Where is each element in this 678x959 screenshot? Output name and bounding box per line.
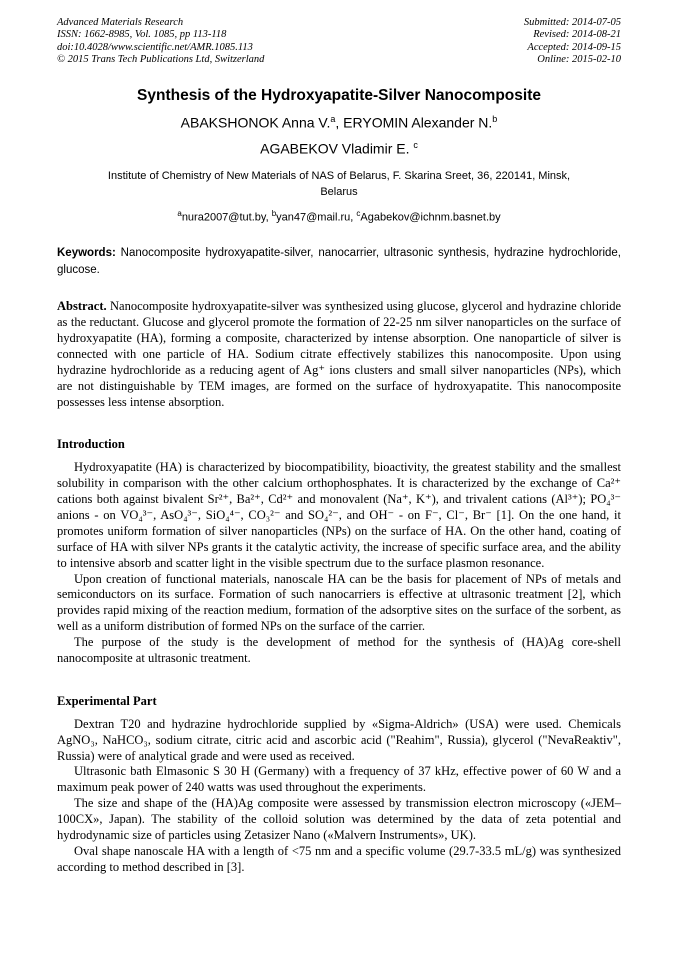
email-2-address: yan47@mail.ru <box>276 211 351 224</box>
emails-line <box>57 209 621 224</box>
experimental-paragraph-4: Oval shape nanoscale HA with a length of <75 nm and a specific volume (29.7-33.5 mL/g) was synthesized according to method described in [3]. <box>57 843 621 874</box>
author-2-affiliation-mark: b <box>492 114 498 125</box>
section-heading-introduction: Introduction <box>57 437 125 452</box>
experimental-paragraph-1: Dextran T20 and hydrazine hydrochloride supplied by «Sigma-Aldrich» (USA) were used. Chemicals AgNO₃, NaHCO₃, sodium citrate, citric acid and ascorbic acid ("Reahim", Russia), glycerol ("NevaReaktiv", Russia) were of analytical grade and were used as received. <box>57 716 621 763</box>
journal-info <box>57 17 264 66</box>
author-1-affiliation-mark: a <box>330 114 336 125</box>
keywords-label: Keywords: <box>57 246 116 259</box>
authors-line-1 <box>57 115 621 131</box>
email-1-mark: a <box>177 209 182 219</box>
journal-copyright: © 2015 Trans Tech Publications Ltd, Switzerland <box>57 53 265 65</box>
section-heading-experimental-part: Experimental Part <box>57 693 157 708</box>
abstract-text: Nanocomposite hydroxyapatite-silver was synthesized using glucose, glycerol and hydrazine chloride as the reductant. Glucose and glycerol promote the formation of 22-25 nm silver nanoparticles on the surface of hydroxyapatite (HA), forming a composite, characterized by intense absorption. One nanoparticle of silver is connected with one particle of HA. Sodium citrate effectively stabilizes this nanocomposite. Upon using hydrazine hydrochloride as a reducing agent of Ag⁺ ions clusters and small silver nanoparticles (NPs), which are not distinguishable by TEM images, are formed on the surface of hydroxyapatite. This nanocomposite possesses less intense absorption. <box>57 299 621 409</box>
email-3-address: Agabekov@ichnm.basnet.by <box>360 211 501 224</box>
journal-doi: doi:10.4028/www.scientific.net/AMR.1085.113 <box>57 41 253 53</box>
online-date: Online: 2015-02-10 <box>537 53 621 65</box>
submitted-date: Submitted: 2014-07-05 <box>523 17 621 28</box>
accepted-date: Accepted: 2014-09-15 <box>527 41 621 53</box>
email-2-mark: b <box>271 209 277 219</box>
revised-date: Revised: 2014-08-21 <box>533 29 621 41</box>
author-2-name: ERYOMIN Alexander N. <box>343 114 493 131</box>
email-3-mark: c <box>356 209 361 219</box>
authors-line-2 <box>57 141 621 157</box>
abstract-label: Abstract. <box>57 299 107 314</box>
abstract-block <box>57 299 621 410</box>
keywords-text: Nanocomposite hydroxyapatite-silver, nanocarrier, ultrasonic synthesis, hydrazine hydrochloride, glucose. <box>57 246 621 276</box>
introduction-paragraph-2: Upon creation of functional materials, nanoscale HA can be the basis for placement of NPs of metals and semiconductors on its surface. Formation of such nanocarriers is effective at ultrasonic treatment [2], which provides rapid mixing of the reaction medium, formation of the adsorptive sites on the surface of the sorbent, as well as a uniform distribution of formed NPs on the surface of the carrier. <box>57 571 621 634</box>
keywords-block <box>57 245 621 280</box>
affiliation: Institute of Chemistry of New Materials of NAS of Belarus, F. Skarina Sreet, 36, 220141, Minsk, Belarus <box>107 170 571 199</box>
introduction-paragraph-3: The purpose of the study is the development of method for the synthesis of (HA)Ag core-shell nanocomposite at ultrasonic treatment. <box>57 635 621 665</box>
author-separator: , <box>335 114 344 131</box>
introduction-paragraph-1: Hydroxyapatite (HA) is characterized by biocompatibility, bioactivity, the greatest stability and the smallest solubility in comparison with the other calcium orthophosphates. It is characterized by the exchange of Ca²⁺ cations both against bivalent Sr²⁺, Ba²⁺, Cd²⁺ and monovalent (Na⁺, K⁺), and trivalent cations (Al³⁺); PO₄³⁻ anions - on VO₄³⁻, AsO₄³⁻, SiO₄⁴⁻, CO₃²⁻ and SO₄²⁻, and OH⁻ - on F⁻, Cl⁻, Br⁻ [1]. On the one hand, it promotes uniform formation of silver nanoparticles (NPs) on the surface of HA. On the other hand, coating of surface of HA with silver NPs grants it the catalytic activity, the increase of specific surface area, and the ability to intensive absorb and scatter light in the visible spectrum due to the surface plasmon resonance. <box>57 460 621 570</box>
experimental-paragraph-2: Ultrasonic bath Elmasonic S 30 H (Germany) with a frequency of 37 kHz, effective power of 60 W and a maximum peak power of 240 watts was used throughout the experiments. <box>57 764 621 795</box>
author-1-name: ABAKSHONOK Anna V. <box>180 114 331 131</box>
journal-name: Advanced Materials Research <box>57 17 184 28</box>
email-separator-2: , <box>350 211 357 224</box>
experimental-paragraph-3: The size and shape of the (HA)Ag composite were assessed by transmission electron microscopy («JEM–100CX», Japan). The stability of the colloid solution was determined by the data of zeta potential and hydrodynamic size of particles using Zetasizer Nano («Malvern Instruments», UK). <box>57 796 621 842</box>
author-3-name: AGABEKOV Vladimir E. <box>260 140 414 157</box>
email-separator-1: , <box>265 211 272 224</box>
paper-title: Synthesis of the Hydroxyapatite-Silver Nanocomposite <box>137 87 541 105</box>
email-1-address: nura2007@tut.by <box>181 211 266 224</box>
journal-header <box>57 17 621 66</box>
author-3-affiliation-mark: c <box>413 140 418 151</box>
journal-issn-volume: ISSN: 1662-8985, Vol. 1085, pp 113-118 <box>57 29 227 41</box>
submission-dates <box>524 17 621 66</box>
